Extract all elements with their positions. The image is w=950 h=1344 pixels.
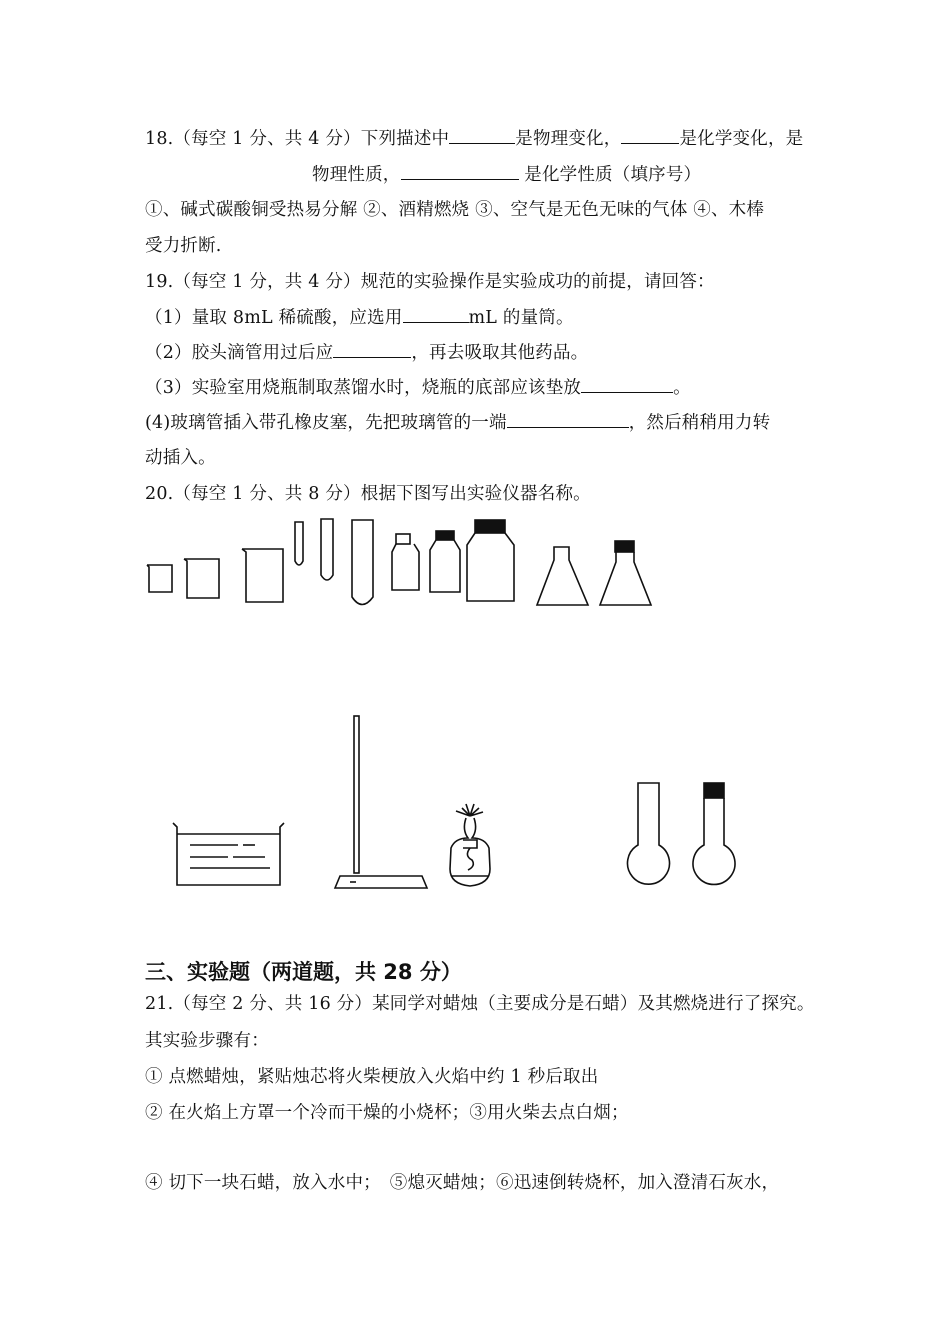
beaker-large-icon bbox=[242, 549, 283, 602]
q19-subquestion-4-cont: 动插入。 bbox=[145, 448, 216, 468]
round-bottom-flask-icon bbox=[628, 783, 670, 884]
q21-line-1: 21.（每空 2 分、共 16 分）某同学对蜡烛（主要成分是石蜡）及其燃烧进行了探究。 bbox=[145, 994, 815, 1014]
q19-s3-text-a: （3）实验室用烧瓶制取蒸馏水时，烧瓶的底部应该垫放 bbox=[145, 378, 582, 398]
q20-title: 20.（每空 1 分、共 8 分）根据下图写出实验仪器名称。 bbox=[145, 484, 591, 504]
q19-s1-text-b: mL 的量筒。 bbox=[468, 308, 574, 328]
conical-flask-icon bbox=[537, 547, 588, 605]
q18-text-5: 是化学性质（填序号） bbox=[518, 165, 702, 185]
iron-stand-icon bbox=[335, 716, 427, 888]
q21-line-2: 其实验步骤有： bbox=[145, 1031, 269, 1051]
beaker-small-icon bbox=[147, 565, 172, 592]
q18-text-2: 是物理变化， bbox=[515, 129, 622, 149]
q19-s1-text-a: （1）量取 8mL 稀硫酸，应选用 bbox=[145, 308, 403, 328]
q18-text-4: 物理性质， bbox=[312, 165, 401, 185]
conical-flask-stoppered-icon bbox=[600, 541, 651, 605]
reagent-bottle-medium-icon bbox=[430, 531, 460, 592]
test-tube-medium-icon bbox=[321, 519, 333, 580]
reagent-bottle-small-icon bbox=[392, 534, 419, 590]
q19-s3-text-b: 。 bbox=[673, 378, 691, 398]
test-tube-large-icon bbox=[352, 520, 373, 605]
reagent-bottle-large-icon bbox=[467, 520, 514, 601]
q18-options-line-2: 受力折断. bbox=[145, 236, 222, 256]
test-tube-small-icon bbox=[295, 522, 303, 565]
q18-text-3: 是化学变化，是 bbox=[679, 129, 804, 149]
q19-s4-text-b: ，然后稍稍用力转 bbox=[628, 413, 771, 433]
q21-step-4-6: ④ 切下一块石蜡，放入水中； ⑤熄灭蜡烛；⑥迅速倒转烧杯，加入澄清石灰水， bbox=[145, 1173, 780, 1193]
q19-s2-text-a: （2）胶头滴管用过后应 bbox=[145, 343, 334, 363]
q18-text-1: 18.（每空 1 分、共 4 分）下列描述中 bbox=[145, 129, 450, 149]
round-bottom-flask-stoppered-icon bbox=[693, 783, 735, 884]
q19-s2-text-b: ，再去吸取其他药品。 bbox=[411, 343, 589, 363]
section-3-heading: 三、实验题（两道题，共 28 分） bbox=[145, 960, 462, 984]
q21-step-1: ① 点燃蜡烛，紧贴烛芯将火柴梗放入火焰中约 1 秒后取出 bbox=[145, 1067, 599, 1087]
beaker-medium-icon bbox=[184, 559, 219, 598]
q21-step-2-3: ② 在火焰上方罩一个冷而干燥的小烧杯；③用火柴去点白烟； bbox=[145, 1103, 629, 1123]
q19-s4-text-a: (4)玻璃管插入带孔橡皮塞，先把玻璃管的一端 bbox=[145, 413, 507, 433]
alcohol-lamp-icon bbox=[450, 804, 490, 886]
water-trough-icon bbox=[173, 823, 284, 885]
q18-options-line-1: ①、碱式碳酸铜受热易分解 ②、酒精燃烧 ③、空气是无色无味的气体 ④、木棒 bbox=[145, 200, 765, 220]
q19-title: 19.（每空 1 分，共 4 分）规范的实验操作是实验成功的前提，请回答： bbox=[145, 272, 715, 292]
